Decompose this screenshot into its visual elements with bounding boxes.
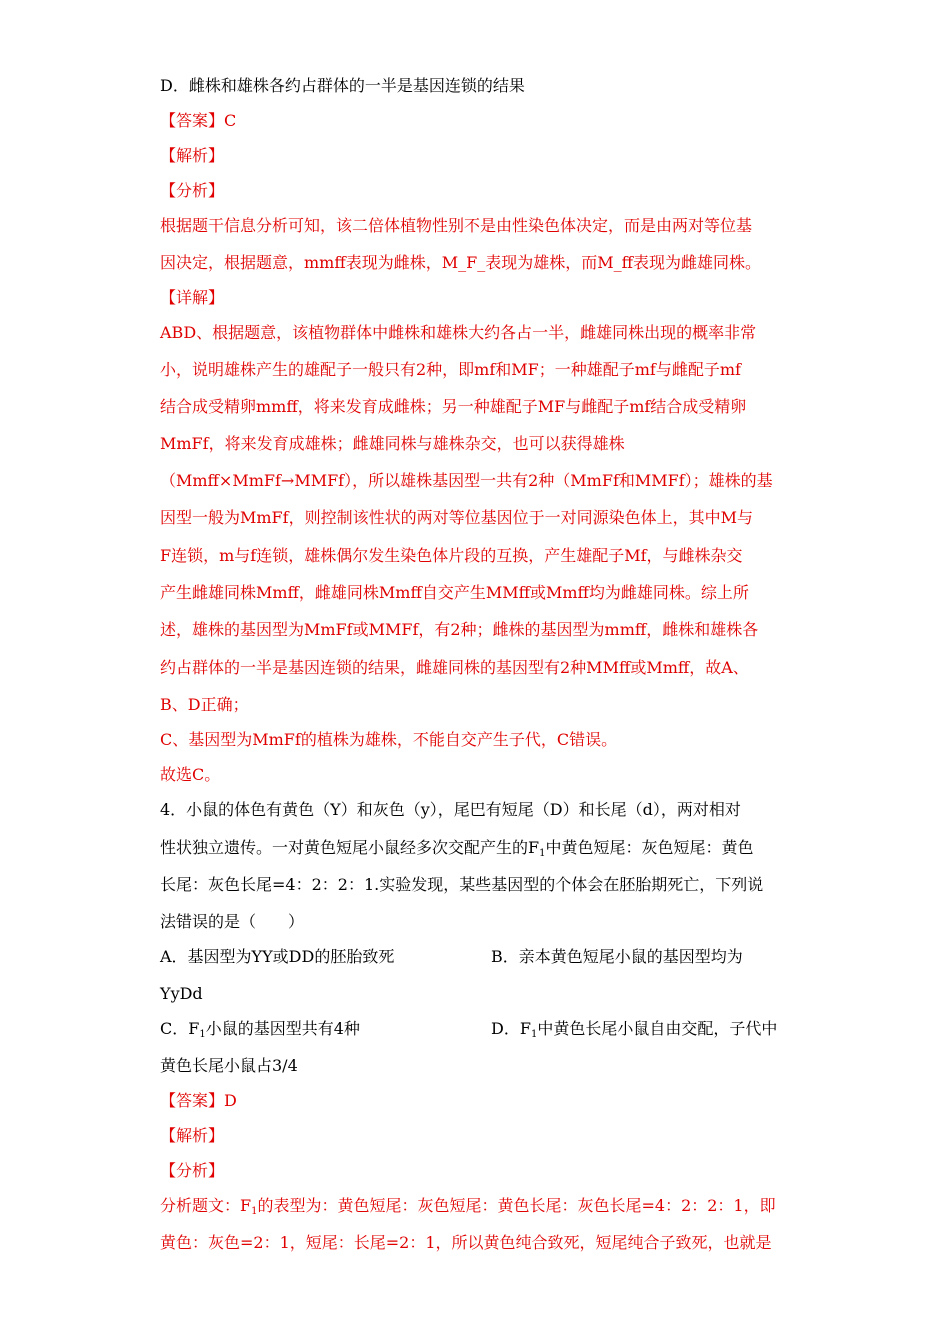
- option-text: 小鼠的基因型共有4种: [205, 1019, 360, 1038]
- q4-option-b: B．亲本黄色短尾小鼠的基因型均为: [491, 947, 743, 966]
- q3-detail-line: F连锁，m与f连锁，雄株偶尔发生染色体片段的互换，产生雄配子Mf，与雌株杂交: [160, 546, 743, 565]
- q4-jiexi-label: 【解析】: [160, 1126, 225, 1145]
- q3-detail-line: （Mmff×MmFf→MMFf），所以雄株基因型一共有2种（MmFf和MMFf）；雄株的基: [160, 471, 773, 490]
- q4-answer: [160, 1091, 237, 1113]
- q4-stem-line: 法错误的是（ ）: [160, 912, 305, 931]
- q3-analysis-line: 因决定，根据题意，mmff表现为雌株，M_F_表现为雄株，而M_ff表现为雌雄同株。: [160, 253, 761, 272]
- analysis-text: 分析题文：F: [160, 1196, 252, 1215]
- q3-conclusion: 故选C。: [160, 765, 221, 784]
- q4-option-a: A．基因型为YY或DD的胚胎致死: [160, 947, 395, 966]
- subscript: 1: [251, 1206, 258, 1217]
- q3-option-d: D．雌株和雄株各约占群体的一半是基因连锁的结果: [160, 76, 525, 95]
- q3-detail-line: 结合成受精卵mmff，将来发育成雌株；另一种雄配子MF与雌配子mf结合成受精卵: [160, 397, 747, 416]
- q4-option-d-continued: 黄色长尾小鼠占3/4: [160, 1056, 298, 1075]
- q4-stem-text: 性状独立遗传。一对黄色短尾小鼠经多次交配产生的F: [160, 838, 540, 857]
- answer-label: 【答案】: [160, 1091, 225, 1110]
- q4-analysis-line: 黄色：灰色=2：1，短尾：长尾=2：1，所以黄色纯合致死，短尾纯合子致死，也就是: [160, 1233, 772, 1252]
- option-text: C．F: [160, 1019, 200, 1038]
- q3-detail-line: 约占群体的一半是基因连锁的结果，雌雄同株的基因型有2种MMff或Mmff，故A、: [160, 658, 749, 677]
- q3-detail-line: B、D正确；: [160, 695, 249, 714]
- q4-stem-line: [160, 838, 754, 860]
- analysis-text: 的表型为：黄色短尾：灰色短尾：黄色长尾：灰色长尾=4：2：2：1，即: [257, 1196, 776, 1215]
- q4-stem-line: 4．小鼠的体色有黄色（Y）和灰色（y），尾巴有短尾（D）和长尾（d），两对相对: [160, 800, 741, 819]
- q3-detail-line: ABD、根据题意，该植物群体中雌株和雄株大约各占一半，雌雄同株出现的概率非常: [160, 323, 757, 342]
- q4-option-b-continued: YyDd: [160, 984, 203, 1003]
- q3-fenxi-label: 【分析】: [160, 181, 225, 200]
- q3-analysis-line: 根据题干信息分析可知，该二倍体植物性别不是由性染色体决定，而是由两对等位基: [160, 216, 753, 235]
- q3-detail-line: C、基因型为MmFf的植株为雄株，不能自交产生子代，C错误。: [160, 730, 618, 749]
- q4-option-c: [160, 1019, 360, 1041]
- q3-jiexi-label: 【解析】: [160, 146, 225, 165]
- subscript: 1: [530, 1029, 538, 1040]
- subscript: 1: [199, 1029, 206, 1040]
- q4-analysis-line: [160, 1196, 776, 1218]
- q4-fenxi-label: 【分析】: [160, 1161, 225, 1180]
- subscript: 1: [539, 848, 546, 859]
- q4-stem-text: 中黄色短尾：灰色短尾：黄色: [545, 838, 754, 857]
- q3-answer: [160, 111, 236, 133]
- q3-detail-line: 述，雄株的基因型为MmFf或MMFf，有2种；雌株的基因型为mmff，雌株和雄株各: [160, 620, 759, 639]
- option-text: D．F: [491, 1019, 531, 1038]
- answer-value: D: [224, 1091, 237, 1110]
- answer-label: 【答案】: [160, 111, 225, 130]
- option-text: 中黄色长尾小鼠自由交配，子代中: [537, 1019, 778, 1038]
- answer-value: C: [224, 111, 237, 130]
- q3-detail-line: 小，说明雄株产生的雄配子一般只有2种，即mf和MF；一种雄配子mf与雌配子mf: [160, 360, 741, 379]
- q3-xiangjie-label: 【详解】: [160, 288, 225, 307]
- q4-option-d: [491, 1019, 777, 1041]
- q3-detail-line: 产生雌雄同株Mmff，雌雄同株Mmff自交产生MMff或Mmff均为雌雄同株。综上所: [160, 583, 749, 602]
- q4-stem-line: 长尾：灰色长尾=4：2：2：1.实验发现，某些基因型的个体会在胚胎期死亡，下列说: [160, 875, 764, 894]
- q3-detail-line: 因型一般为MmFf，则控制该性状的两对等位基因位于一对同源染色体上，其中M与: [160, 508, 753, 527]
- q3-detail-line: MmFf，将来发育成雄株；雌雄同株与雄株杂交，也可以获得雄株: [160, 434, 625, 453]
